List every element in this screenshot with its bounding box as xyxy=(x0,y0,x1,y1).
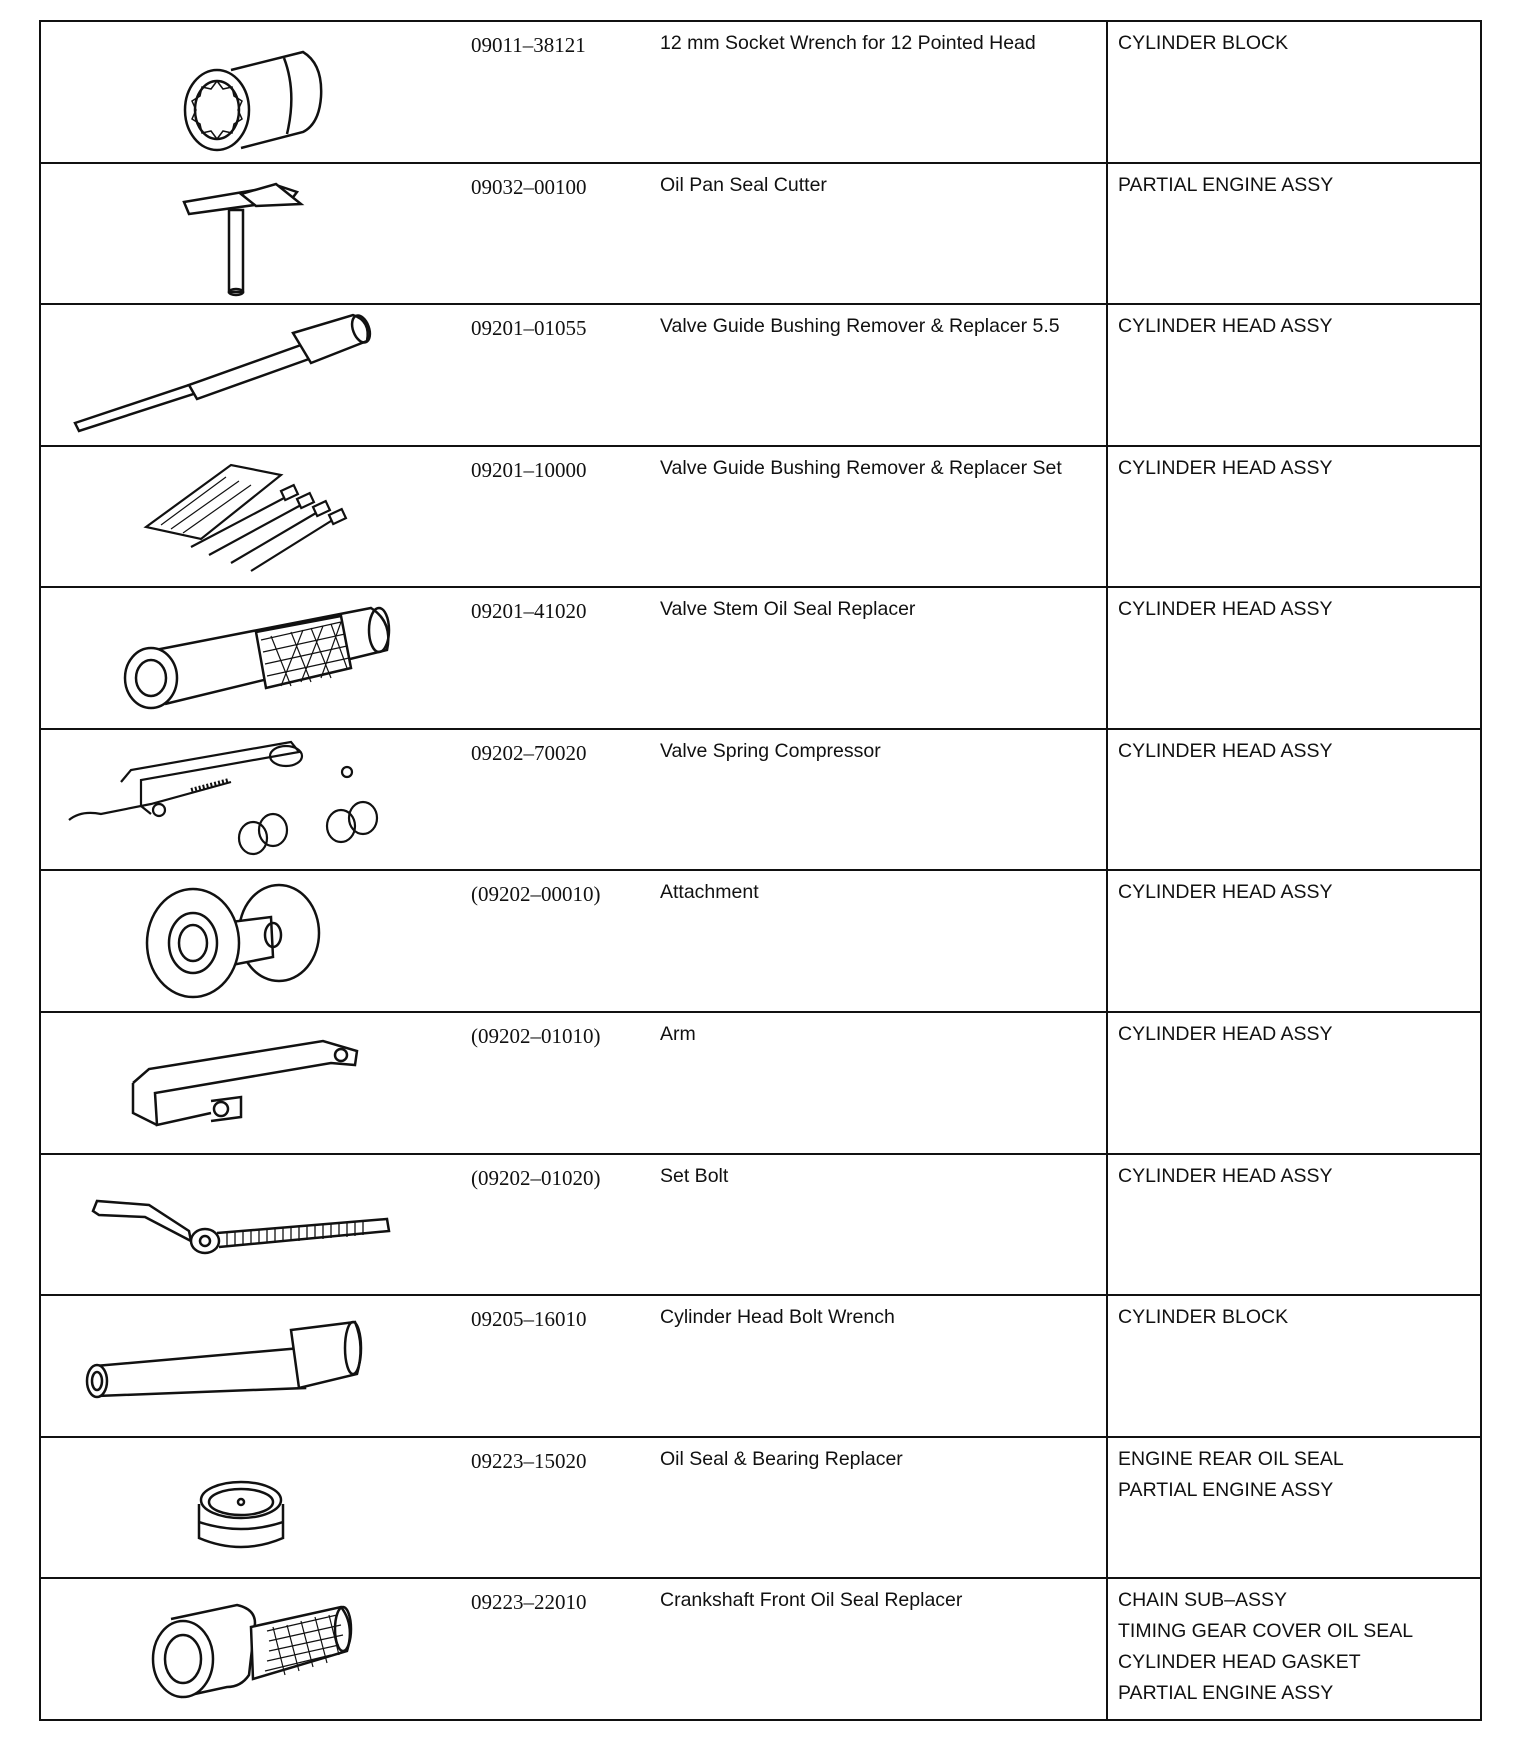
illustration-cell xyxy=(41,305,461,445)
table-row xyxy=(41,1011,1480,1153)
illustration-cell xyxy=(41,164,461,304)
section-label: CYLINDER HEAD ASSY xyxy=(1118,1023,1333,1046)
section-cell xyxy=(1106,588,1480,728)
tool-name: 12 mm Socket Wrench for 12 Pointed Head xyxy=(660,32,1036,54)
section-label: PARTIAL ENGINE ASSY xyxy=(1118,173,1334,196)
arm-icon xyxy=(41,1013,461,1153)
section-cell xyxy=(1106,1438,1480,1578)
tool-name: Oil Seal & Bearing Replacer xyxy=(660,1447,903,1470)
part-number: 09201–01055 xyxy=(471,316,587,341)
section-cell xyxy=(1106,871,1480,1011)
part-number: (09202–01010) xyxy=(471,1024,601,1049)
part-number: 09205–16010 xyxy=(471,1307,587,1332)
section-label: CYLINDER HEAD ASSY xyxy=(1118,881,1333,904)
table-row xyxy=(41,1436,1480,1578)
section-cell xyxy=(1106,447,1480,587)
spring-compressor-icon xyxy=(41,730,461,870)
table-row xyxy=(41,1294,1480,1436)
section-label: CYLINDER HEAD ASSY xyxy=(1118,456,1333,479)
part-number: 09032–00100 xyxy=(471,174,587,199)
section-label: CYLINDER HEAD ASSY xyxy=(1118,315,1333,338)
part-number: (09202–00010) xyxy=(471,882,601,907)
part-number: 09201–41020 xyxy=(471,599,587,624)
section-label: TIMING GEAR COVER OIL SEAL xyxy=(1118,1620,1414,1643)
illustration-cell xyxy=(41,730,461,870)
section-cell xyxy=(1106,305,1480,445)
part-number: 09223–22010 xyxy=(471,1590,587,1615)
illustration-cell xyxy=(41,1013,461,1153)
section-label: CYLINDER HEAD GASKET xyxy=(1118,1651,1361,1674)
tool-name: Valve Guide Bushing Remover & Replacer 5.5 xyxy=(660,315,1060,338)
table-row xyxy=(41,586,1480,728)
section-label: CYLINDER HEAD ASSY xyxy=(1118,598,1333,621)
tool-name: Valve Guide Bushing Remover & Replacer Set xyxy=(660,456,1062,479)
table-row xyxy=(41,162,1480,304)
illustration-cell xyxy=(41,447,461,587)
tool-name: Valve Stem Oil Seal Replacer xyxy=(660,598,916,621)
tool-name: Cylinder Head Bolt Wrench xyxy=(660,1306,895,1329)
section-cell xyxy=(1106,164,1480,304)
part-number: 09202–70020 xyxy=(471,740,587,765)
section-cell xyxy=(1106,22,1480,162)
section-label: CHAIN SUB–ASSY xyxy=(1118,1589,1288,1612)
part-number: 09011–38121 xyxy=(471,33,586,57)
section-cell xyxy=(1106,1296,1480,1436)
table-row xyxy=(41,869,1480,1011)
attachment-icon xyxy=(41,871,461,1011)
table-row xyxy=(41,445,1480,587)
seal-cutter-icon xyxy=(41,164,461,304)
tool-name: Set Bolt xyxy=(660,1164,729,1187)
part-number: 09223–15020 xyxy=(471,1448,587,1473)
illustration-cell xyxy=(41,1579,461,1719)
section-label: CYLINDER BLOCK xyxy=(1118,32,1289,54)
tool-name: Valve Spring Compressor xyxy=(660,739,881,762)
section-label: CYLINDER BLOCK xyxy=(1118,1306,1289,1329)
illustration-cell xyxy=(41,1296,461,1436)
tool-name: Attachment xyxy=(660,881,759,904)
bushing-set-icon xyxy=(41,447,461,587)
illustration-cell xyxy=(41,1155,461,1295)
oil-seal-bearing-replacer-icon xyxy=(41,1438,461,1578)
section-cell xyxy=(1106,1579,1480,1719)
set-bolt-icon xyxy=(41,1155,461,1295)
head-bolt-wrench-icon xyxy=(41,1296,461,1436)
part-number: 09201–10000 xyxy=(471,457,587,482)
seal-replacer-icon xyxy=(41,588,461,728)
special-tools-table xyxy=(39,20,1482,1721)
illustration-cell xyxy=(41,871,461,1011)
section-cell xyxy=(1106,1013,1480,1153)
tool-name: Oil Pan Seal Cutter xyxy=(660,173,827,196)
illustration-cell xyxy=(41,588,461,728)
part-number: (09202–01020) xyxy=(471,1165,601,1190)
table-row xyxy=(41,303,1480,445)
tool-name: Arm xyxy=(660,1023,696,1046)
section-label: PARTIAL ENGINE ASSY xyxy=(1118,1682,1334,1705)
section-cell xyxy=(1106,730,1480,870)
bushing-remover-icon xyxy=(41,305,461,445)
table-row xyxy=(41,1577,1480,1719)
table-row xyxy=(41,22,1480,162)
illustration-cell xyxy=(41,22,461,162)
illustration-cell xyxy=(41,1438,461,1578)
socket-wrench-icon xyxy=(41,22,461,162)
table-row xyxy=(41,1153,1480,1295)
section-label: ENGINE REAR OIL SEAL xyxy=(1118,1447,1344,1470)
crankshaft-seal-replacer-icon xyxy=(41,1579,461,1719)
section-label: CYLINDER HEAD ASSY xyxy=(1118,739,1333,762)
section-cell xyxy=(1106,1155,1480,1295)
section-label: CYLINDER HEAD ASSY xyxy=(1118,1164,1333,1187)
tool-name: Crankshaft Front Oil Seal Replacer xyxy=(660,1589,963,1612)
section-label: PARTIAL ENGINE ASSY xyxy=(1118,1478,1334,1501)
table-row xyxy=(41,728,1480,870)
